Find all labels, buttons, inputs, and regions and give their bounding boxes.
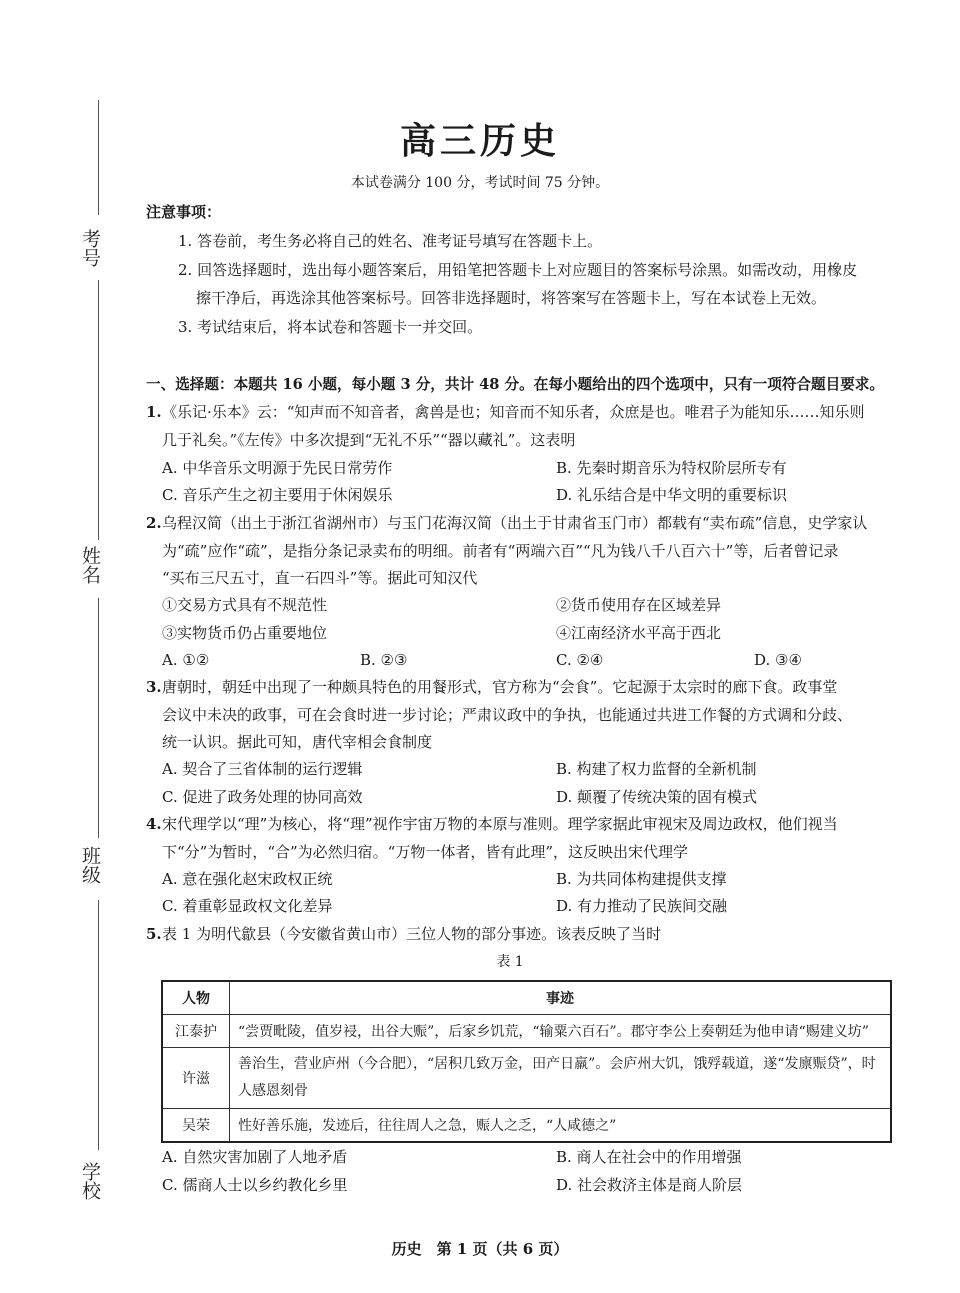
statement-1: ①交易方式具有不规范性 bbox=[162, 596, 328, 614]
question-number: 5. bbox=[146, 925, 162, 943]
option-c: C. 儒商人士以乡约教化乡里 bbox=[162, 1176, 348, 1194]
exam-info: 本试卷满分 100 分，考试时间 75 分钟。 bbox=[350, 175, 610, 191]
option-c: C. ②④ bbox=[556, 651, 604, 669]
option-b: B. 先秦时期音乐为特权阶层所专有 bbox=[556, 459, 787, 477]
question-text: 表 1 为明代歙县（今安徽省黄山市）三位人物的部分事迹。该表反映了当时 bbox=[162, 925, 662, 943]
question-text: 宋代理学以“理”为核心，将“理”视作宇宙万物的本原与准则。理学家据此审视宋及周边政权，他们视当 bbox=[162, 815, 838, 833]
question-text: 为“疏”应作“疏”，是指分条记录卖布的明细。前者有“两端六百”“凡为钱八千八百六十”等，后者曾记录 bbox=[162, 542, 839, 560]
question-text: 统一认识。据此可知，唐代宰相会食制度 bbox=[162, 733, 433, 751]
option-b: B. 构建了权力监督的全新机制 bbox=[556, 760, 757, 778]
table-row bbox=[162, 1109, 891, 1142]
option-d: D. 有力推动了民族间交融 bbox=[556, 897, 728, 915]
question-number: 1. bbox=[146, 403, 162, 421]
option-b: B. 商人在社会中的作用增强 bbox=[556, 1148, 742, 1166]
column-header-deeds: 事迹 bbox=[230, 981, 892, 1015]
column-header-person: 人物 bbox=[162, 981, 230, 1015]
option-a: A. 意在强化赵宋政权正统 bbox=[162, 870, 333, 888]
deed-cell: 善治生，营业庐州（今合肥），“居积几致万金，田产日羸”。会庐州大饥，饿殍载道，遂“发廪赈贷”，时人感恩刻骨 bbox=[230, 1048, 892, 1109]
question-text: 乌程汉简（出土于浙江省湖州市）与玉门花海汉简（出土于甘肃省玉门市）都载有“卖布疏”信息，史学家认 bbox=[162, 514, 868, 532]
option-d: D. 颠覆了传统决策的固有模式 bbox=[556, 788, 758, 806]
name-label: 姓名 bbox=[79, 546, 101, 584]
table-header-row bbox=[162, 981, 891, 1015]
option-a: A. ①② bbox=[162, 651, 210, 669]
person-cell: 吴荣 bbox=[162, 1109, 230, 1142]
option-d: D. 社会救济主体是商人阶层 bbox=[556, 1176, 743, 1194]
deed-cell: 性好善乐施，发迹后，往往周人之急，赈人之乏，“人咸德之” bbox=[230, 1109, 892, 1142]
binding-line-3 bbox=[98, 598, 99, 838]
statement-3: ③实物货币仍占重要地位 bbox=[162, 624, 328, 642]
option-a: A. 自然灾害加剧了人地矛盾 bbox=[162, 1148, 348, 1166]
page-footer: 历史 第 1 页（共 6 页） bbox=[391, 1240, 569, 1258]
option-a: A. 中华音乐文明源于先民日常劳作 bbox=[162, 459, 393, 477]
question-text: 唐朝时，朝廷中出现了一种颇具特色的用餐形式，官方称为“会食”。它起源于太宗时的廊下食。政事堂 bbox=[162, 678, 838, 696]
option-b: B. 为共同体构建提供支撑 bbox=[556, 870, 727, 888]
note-item-2b: 擦干净后，再选涂其他答案标号。回答非选择题时，将答案写在答题卡上，写在本试卷上无效。 bbox=[196, 289, 827, 307]
question-text: 几于礼矣。”《左传》中多次提到“无礼不乐”“器以藏礼”。这表明 bbox=[162, 431, 576, 449]
statement-4: ④江南经济水平高于西北 bbox=[556, 624, 722, 642]
binding-line-2b bbox=[98, 410, 99, 540]
note-item-1: 1. 答卷前，考生务必将自己的姓名、准考证号填写在答题卡上。 bbox=[178, 232, 603, 250]
statement-2: ②货币使用存在区域差异 bbox=[556, 596, 722, 614]
question-number: 2. bbox=[146, 514, 162, 532]
question-number: 4. bbox=[146, 815, 162, 833]
page-title: 高三历史 bbox=[399, 120, 560, 162]
option-c: C. 音乐产生之初主要用于休闲娱乐 bbox=[162, 486, 393, 504]
question-text: 会议中未决的政事，可在会食时进一步讨论；严肃议政中的争执，也能通过共进工作餐的方式调和分歧、 bbox=[162, 706, 853, 724]
binding-line-4 bbox=[98, 900, 99, 1150]
note-item-2a: 2. 回答选择题时，选出每小题答案后，用铅笔把答题卡上对应题目的答案标号涂黑。如需改动，用橡皮 bbox=[178, 261, 858, 279]
section-heading: 一、选择题：本题共 16 小题，每小题 3 分，共计 48 分。在每小题给出的四个选项中，只有一项符合题目要求。 bbox=[146, 376, 884, 393]
note-item-3: 3. 考试结束后，将本试卷和答题卡一并交回。 bbox=[178, 318, 483, 336]
table-caption: 表 1 bbox=[496, 954, 524, 970]
option-c: C. 促进了政务处理的协同高效 bbox=[162, 788, 363, 806]
person-cell: 江泰护 bbox=[162, 1015, 230, 1048]
table-row bbox=[162, 1015, 891, 1048]
question-number: 3. bbox=[146, 678, 162, 696]
option-d: D. ③④ bbox=[754, 651, 802, 669]
question-text: 《乐记·乐本》云：“知声而不知音者，禽兽是也；知音而不知乐者，众庶是也。唯君子为能知乐……知乐则 bbox=[162, 403, 865, 421]
deeds-table bbox=[161, 980, 892, 1143]
question-text: 下“分”为暂时，“合”为必然归宿。“万物一体者，皆有此理”，这反映出宋代理学 bbox=[162, 843, 689, 861]
option-a: A. 契合了三省体制的运行逻辑 bbox=[162, 760, 363, 778]
class-label: 班级 bbox=[79, 846, 101, 884]
table-row bbox=[162, 1048, 891, 1109]
deed-cell: “尝贾毗陵，值岁祲，出谷大赈”，后家乡饥荒，“输粟六百石”。郡守李公上奏朝廷为他申请“赐建义坊” bbox=[230, 1015, 892, 1048]
exam-number-label: 考号 bbox=[79, 229, 101, 267]
person-cell: 许滋 bbox=[162, 1048, 230, 1109]
option-b: B. ②③ bbox=[360, 651, 408, 669]
school-label: 学校 bbox=[79, 1162, 101, 1200]
option-c: C. 着重彰显政权文化差异 bbox=[162, 897, 333, 915]
option-d: D. 礼乐结合是中华文明的重要标识 bbox=[556, 486, 788, 504]
notes-heading: 注意事项： bbox=[146, 203, 222, 221]
question-text: “买布三尺五寸，直一石四斗”等。据此可知汉代 bbox=[162, 569, 478, 587]
